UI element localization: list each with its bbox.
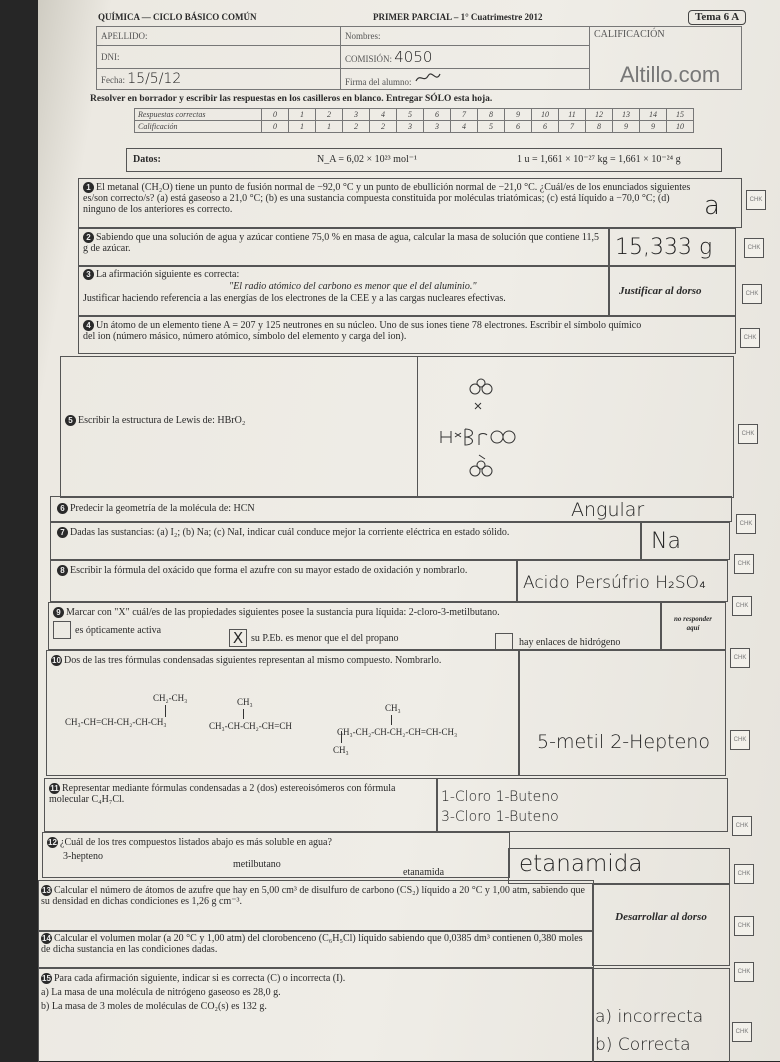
grading-row-correct — [135, 109, 694, 121]
formula-1-bond — [165, 705, 166, 717]
grading-cell: 7 — [451, 109, 478, 121]
question-3-text — [83, 269, 239, 280]
grading-cell: 9 — [640, 121, 667, 133]
question-number: 4 — [83, 320, 94, 331]
option-3-checkbox[interactable] — [495, 633, 513, 651]
grading-cell: 3 — [343, 109, 370, 121]
formula-2-bond — [243, 709, 244, 719]
question-number: 7 — [57, 527, 68, 538]
question-14 — [38, 930, 594, 968]
grading-cell: 1 — [289, 121, 316, 133]
question-14-statement: Calcular el volumen molar (a 20 °C y 1,00 atm) del clorobenceno (C₆H₅Cl) líquido sabiendo que 0,0385 dm³ contienen 0,380 moles de dicha sustancia en las condiciones dadas. — [41, 933, 583, 956]
answer-3-box[interactable] — [608, 266, 736, 316]
watermark: Altillo.com — [620, 62, 721, 87]
chk-box[interactable]: CHK — [732, 1022, 752, 1042]
grading-cell: 13 — [613, 109, 640, 121]
question-8 — [50, 560, 518, 602]
answer-12-box[interactable] — [508, 848, 730, 884]
question-15 — [38, 968, 594, 1062]
chk-box[interactable]: CHK — [742, 284, 762, 304]
answer-7: Na — [651, 529, 681, 554]
grading-cell: 2 — [316, 109, 343, 121]
answer-6: Angular — [571, 499, 645, 521]
grading-cell: 2 — [370, 121, 397, 133]
compound-3: etanamida — [403, 867, 445, 878]
chk-box[interactable]: CHK — [746, 190, 766, 210]
question-2-text — [83, 232, 603, 254]
answer-1: a — [704, 191, 720, 221]
question-number: 13 — [42, 886, 51, 896]
option-3-label: hay enlaces de hidrógeno — [519, 637, 621, 648]
answer-11-2: 3-Cloro 1-Buteno — [441, 809, 559, 825]
question-1-text — [83, 182, 695, 215]
chk-box[interactable]: CHK — [734, 962, 754, 982]
question-9 — [48, 602, 662, 650]
grading-cell: 12 — [586, 109, 613, 121]
question-5-statement: Escribir la estructura de Lewis de: HBrO₂ — [78, 415, 246, 426]
question-12-text — [47, 837, 332, 848]
grading-cell: 2 — [343, 121, 370, 133]
question-number: 6 — [57, 503, 68, 514]
grading-cell: 4 — [370, 109, 397, 121]
question-number: 3 — [83, 269, 94, 280]
grading-cell: 3 — [424, 121, 451, 133]
question-number: 10 — [52, 656, 61, 666]
formula-2-branch-bottom: CH₃ — [333, 745, 349, 755]
question-number: 12 — [48, 838, 57, 848]
formula-3-branch: CH₃ — [385, 703, 401, 713]
grading-row1-label: Respuestas correctas — [135, 109, 262, 121]
question-15-text — [41, 973, 591, 984]
grading-cell: 6 — [424, 109, 451, 121]
question-8-statement: Escribir la fórmula del oxácido que forma el azufre con su mayor estado de oxidación y nombrarlo. — [70, 565, 468, 576]
chk-box[interactable]: CHK — [744, 238, 764, 258]
chk-box[interactable]: CHK — [734, 554, 754, 574]
question-4-text — [83, 320, 643, 342]
dni-label: DNI: — [101, 52, 120, 62]
lewis-structure-drawing — [431, 371, 541, 481]
grading-cell: 9 — [613, 121, 640, 133]
chk-box[interactable]: CHK — [732, 596, 752, 616]
answer-13: Desarrollar al dorso — [615, 911, 707, 923]
question-2-statement: Sabiendo que una solución de agua y azúcar contiene 75,0 % en masa de agua, calcular la masa de solución que contiene 11,5 g de azúcar. — [83, 232, 600, 255]
question-9-statement: Marcar con "X" cuál/es de las propiedades siguientes posee la sustancia pura líquida: 2-cloro-3-metilbutano. — [66, 607, 500, 618]
formula-1: CH₃-CH=CH-CH₂-CH-CH₃ — [65, 717, 167, 727]
answer-13-box[interactable] — [592, 884, 730, 966]
question-6 — [50, 496, 732, 522]
answer-15-a: a) incorrecta — [595, 1007, 704, 1027]
no-responder-label: no responder aquí — [674, 615, 712, 632]
instructions: Resolver en borrador y escribir las respuestas en los casilleros en blanco. Entregar SÓLO esta hoja. — [90, 94, 493, 104]
compound-2: metilbutano — [233, 859, 281, 870]
comision-label: COMISIÓN: — [345, 54, 393, 64]
question-11-statement: Representar mediante fórmulas condensadas a 2 (dos) estereoisómeros con fórmula molecular C₄H₇Cl. — [49, 783, 396, 806]
answer-11-1: 1-Cloro 1-Buteno — [441, 789, 559, 805]
grading-row-score — [135, 121, 694, 133]
question-11 — [44, 778, 438, 832]
tema-badge: Tema 6 A — [688, 10, 746, 25]
grading-cell: 14 — [640, 109, 667, 121]
grading-cell: 0 — [262, 121, 289, 133]
firma-label: Firma del alumno: — [345, 77, 412, 87]
question-number: 2 — [83, 232, 94, 243]
answer-8-box[interactable] — [516, 560, 728, 602]
question-6-text — [57, 503, 255, 514]
question-number: 9 — [53, 607, 64, 618]
grading-cell: 9 — [505, 109, 532, 121]
question-13-statement: Calcular el número de átomos de azufre que hay en 5,00 cm³ de disulfuro de carbono (CS₂) líquido a 20 °C y 1,00 atm, sabiendo que su densidad en dichas condiciones es 1,26 g cm⁻³. — [41, 885, 585, 908]
answer-10-box[interactable] — [518, 650, 726, 776]
question-13-text — [41, 885, 589, 907]
option-2-checkbox[interactable]: X — [229, 629, 247, 647]
formula-2-branch-top: CH₃ — [237, 697, 253, 707]
question-7 — [50, 522, 642, 560]
fecha-label: Fecha: — [101, 75, 125, 85]
chk-box[interactable]: CHK — [734, 864, 754, 884]
question-12 — [42, 832, 510, 878]
question-4-statement: Un átomo de un elemento tiene A = 207 y 125 neutrones en su núcleo. Uno de sus iones tiene 78 electrones. Escribir el símbolo químico del ion (número másico, número atómico, símbolo del elemento y carga del ion). — [83, 320, 642, 343]
datos-na: N_A = 6,02 × 10²³ mol⁻¹ — [317, 154, 417, 165]
nombres-label: Nombres: — [345, 31, 381, 41]
statement-a: a) La masa de una molécula de nitrógeno gaseoso es 28,0 g. — [41, 987, 281, 998]
option-1-checkbox[interactable] — [53, 621, 71, 639]
formula-3: CH₃-CH₂-CH-CH₂-CH=CH-CH₃ — [337, 727, 458, 737]
datos-label: Datos: — [133, 154, 161, 165]
grading-cell: 10 — [532, 109, 559, 121]
comision-value: 4050 — [394, 48, 433, 66]
question-number: 5 — [65, 415, 76, 426]
question-3-instruction: Justificar haciendo referencia a las energías de los electrones de la CEE y a las cargas nucleares efectivas. — [83, 293, 506, 304]
exam-sheet — [38, 0, 780, 1061]
chk-box[interactable]: CHK — [734, 916, 754, 936]
option-1-label: es ópticamente activa — [75, 625, 162, 636]
question-13 — [38, 880, 594, 932]
question-15-statement: Para cada afirmación siguiente, indicar si es correcta (C) o incorrecta (I). — [54, 973, 346, 984]
grading-cell: 3 — [397, 121, 424, 133]
question-8-text — [57, 565, 513, 576]
answer-2: 15,333 g — [615, 235, 713, 260]
question-11-text — [49, 783, 433, 805]
question-4 — [78, 316, 736, 354]
grading-table — [134, 108, 694, 133]
question-10-statement: Dos de las tres fórmulas condensadas siguientes representan al mismo compuesto. Nombrarlo. — [64, 655, 442, 666]
question-1-statement: El metanal (CH₂O) tiene un punto de fusión normal de −92,0 °C y un punto de ebullición normal de −21,0 °C. ¿Cuál/es de los enunciados siguientes es/son correcto/s? (a) está gaseoso a 21,0 °C; (b) es una sustancia compuesta constituida por moléculas triatómicas; (c) está líquido a −70,0 °C; (d) ninguno de los anteriores es correcto. — [83, 182, 691, 216]
question-6-statement: Predecir la geometría de la molécula de: HCN — [70, 503, 255, 514]
grading-cell: 6 — [505, 121, 532, 133]
chk-box[interactable]: CHK — [736, 514, 756, 534]
question-5-text — [65, 415, 245, 426]
question-2 — [78, 228, 610, 266]
calificacion-label: CALIFICACIÓN — [594, 29, 665, 40]
question-9-text — [53, 607, 657, 618]
formula-3-bond — [391, 715, 392, 725]
grading-cell: 7 — [559, 121, 586, 133]
datos-u: 1 u = 1,661 × 10⁻²⁷ kg = 1,661 × 10⁻²⁴ g — [517, 154, 681, 165]
grading-cell: 1 — [289, 109, 316, 121]
question-3 — [78, 266, 610, 316]
chk-box[interactable]: CHK — [730, 648, 750, 668]
divider — [417, 357, 418, 497]
no-responder-box — [660, 602, 726, 650]
grading-cell: 10 — [667, 121, 694, 133]
question-number: 11 — [50, 784, 59, 794]
grading-cell: 1 — [316, 121, 343, 133]
answer-2-box[interactable] — [608, 228, 736, 266]
question-3-statement: La afirmación siguiente es correcta: — [96, 269, 240, 280]
answer-15-box[interactable] — [592, 968, 730, 1062]
grading-cell: 8 — [586, 121, 613, 133]
chk-box[interactable]: CHK — [730, 730, 750, 750]
chk-box[interactable]: CHK — [732, 816, 752, 836]
datos-box — [126, 148, 722, 172]
grading-cell: 8 — [478, 109, 505, 121]
question-number: 1 — [83, 182, 94, 193]
question-14-text — [41, 933, 591, 955]
question-10 — [46, 650, 520, 776]
formula-2: CH₃-CH-CH₂-CH=CH — [209, 721, 292, 731]
question-7-statement: Dadas las sustancias: (a) I₂; (b) Na; (c) NaI, indicar cuál conduce mejor la corriente eléctrica en estado sólido. — [70, 527, 510, 538]
apellido-label: APELLIDO: — [101, 31, 148, 41]
answer-3: Justificar al dorso — [619, 285, 702, 297]
answer-10: 5-metil 2-Hepteno — [537, 731, 710, 753]
question-5 — [60, 356, 734, 498]
compound-1: 3-hepteno — [63, 851, 103, 862]
answer-11-box[interactable] — [436, 778, 728, 832]
grading-cell: 0 — [262, 109, 289, 121]
exam-title: PRIMER PARCIAL – 1° Cuatrimestre 2012 — [373, 12, 543, 22]
course-title: QUÍMICA — CICLO BÁSICO COMÚN — [98, 12, 257, 22]
statement-b: b) La masa de 3 moles de moléculas de CO₂(s) es 132 g. — [41, 1001, 267, 1012]
answer-12: etanamida — [519, 851, 643, 877]
chk-box[interactable]: CHK — [738, 424, 758, 444]
grading-cell: 6 — [532, 121, 559, 133]
question-1 — [78, 178, 742, 228]
signature-image — [414, 71, 442, 85]
answer-8: Acido Persúfrio H₂SO₄ — [523, 573, 706, 593]
formula-1-branch: CH₂-CH₃ — [153, 693, 188, 703]
grading-cell: 11 — [559, 109, 586, 121]
question-number: 15 — [42, 974, 51, 984]
chk-box[interactable]: CHK — [740, 328, 760, 348]
fecha-value: 15/5/12 — [127, 71, 182, 87]
question-3-quote: "El radio atómico del carbono es menor que el del aluminio." — [229, 281, 477, 292]
question-number: 14 — [42, 934, 51, 944]
grading-row2-label: Calificación — [135, 121, 262, 133]
question-12-statement: ¿Cuál de los tres compuestos listados abajo es más soluble en agua? — [60, 837, 332, 848]
answer-7-box[interactable] — [640, 522, 730, 560]
option-2-label: su P.Eb. es menor que el del propano — [251, 633, 399, 644]
question-7-text — [57, 527, 637, 538]
grading-cell: 5 — [397, 109, 424, 121]
question-number: 8 — [57, 565, 68, 576]
question-10-text — [51, 655, 515, 666]
grading-cell: 5 — [478, 121, 505, 133]
grading-cell: 15 — [667, 109, 694, 121]
answer-15-b: b) Correcta — [595, 1035, 691, 1055]
grading-cell: 4 — [451, 121, 478, 133]
